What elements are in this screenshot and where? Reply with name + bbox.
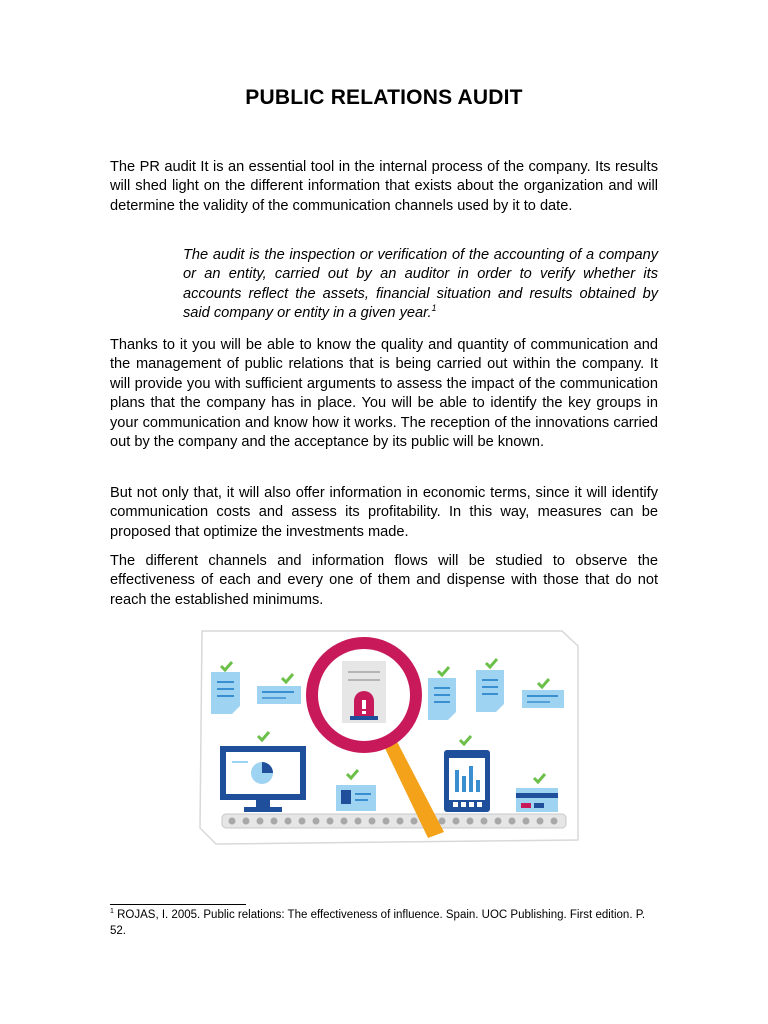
quote-text: The audit is the inspection or verification of the accounting of a company or an entity, carried out by an auditor in order to verify whether its accounts reflect the assets, financial situation and results obtained by said company or entity in a given year. — [183, 247, 658, 322]
footnote-ref: 1 — [431, 303, 437, 314]
channels-paragraph: The different channels and information flows will be studied to observe the effectiveness of each and every one of them and dispense with those that do not reach the established minimums. — [110, 553, 658, 608]
footnote — [110, 907, 658, 939]
document-icon — [211, 672, 240, 714]
id-card-icon — [336, 785, 376, 811]
tablet-chart-icon — [444, 750, 490, 812]
footnote-number: 1 — [110, 908, 114, 916]
alert-document-icon — [342, 661, 386, 723]
intro-paragraph: The PR audit It is an essential tool in the internal process of the company. Its results will shed light on the different information that exists about the organization and will determine the validity of the communication channels used by it to date. — [110, 159, 658, 214]
benefits-paragraph: Thanks to it you will be able to know the quality and quantity of communication and the management of public relations that is being carried out within the company. It will provide you with sufficient arguments to assess the impact of the communication plans that the company has in place. You will be able to identify the key groups in your communication and know how it works. The reception of the innovations carried out by the company and the acceptance by its public will be known. — [110, 337, 658, 451]
page-title: PUBLIC RELATIONS AUDIT — [245, 86, 523, 109]
document-icon — [428, 678, 456, 720]
card-icon — [257, 686, 301, 704]
card-icon — [522, 690, 564, 708]
footnote-divider — [110, 904, 246, 905]
economic-paragraph: But not only that, it will also offer information in economic terms, since it will identify communication costs and assess its profitability. In this way, measures can be proposed that optimize the investments made. — [110, 485, 658, 540]
footnote-text: ROJAS, I. 2005. Public relations: The effectiveness of influence. Spain. UOC Publishing. First edition. P. 52. — [110, 909, 646, 937]
definition-quote — [183, 246, 658, 324]
document-icon — [476, 670, 504, 712]
audit-illustration — [196, 628, 580, 846]
credit-card-icon — [516, 788, 558, 812]
